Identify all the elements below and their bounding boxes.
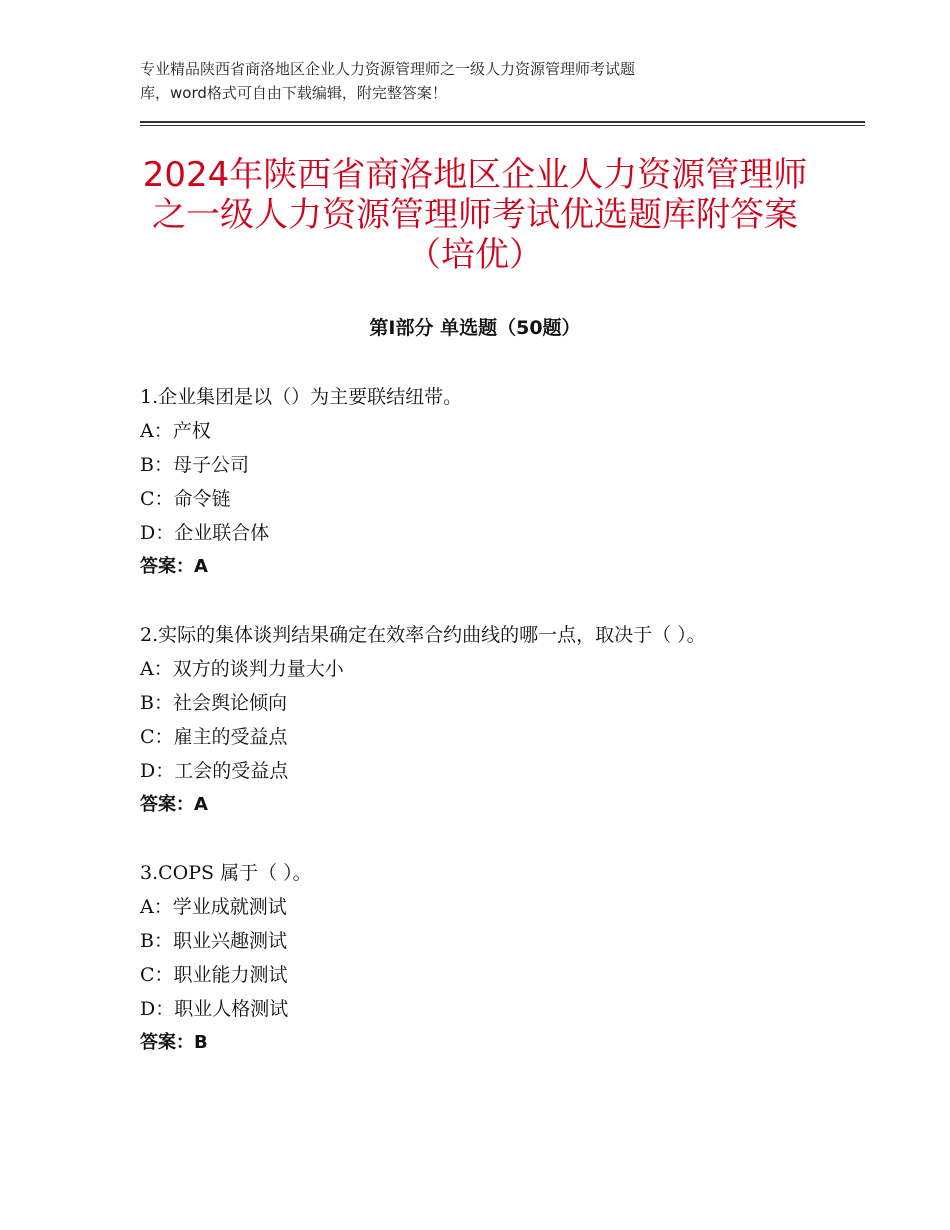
option-a: A：学业成就测试 xyxy=(140,896,287,918)
title-line-3: （培优） xyxy=(407,235,543,275)
header-divider xyxy=(140,121,865,126)
document-title xyxy=(100,155,850,275)
header-note-line-2: 库，word格式可自由下载编辑，附完整答案！ xyxy=(140,84,447,102)
option-d: D：企业联合体 xyxy=(140,522,270,544)
question-stem: 2.实际的集体谈判结果确定在效率合约曲线的哪一点，取决于（ ）。 xyxy=(140,624,706,646)
question-2 xyxy=(140,618,840,822)
option-b: B：母子公司 xyxy=(140,454,249,476)
question-stem: 3.COPS 属于（ ）。 xyxy=(140,862,312,884)
question-1 xyxy=(140,380,840,584)
option-b: B：职业兴趣测试 xyxy=(140,930,287,952)
title-line-2: 之一级人力资源管理师考试优选题库附答案 xyxy=(152,195,798,235)
answer: 答案：A xyxy=(140,556,208,577)
option-d: D：职业人格测试 xyxy=(140,998,289,1020)
title-line-1: 2024年陕西省商洛地区企业人力资源管理师 xyxy=(142,155,808,195)
option-c: C：雇主的受益点 xyxy=(140,726,288,748)
option-d: D：工会的受益点 xyxy=(140,760,289,782)
question-list xyxy=(140,380,840,1094)
answer: 答案：B xyxy=(140,1032,208,1053)
question-stem: 1.企业集团是以（）为主要联结纽带。 xyxy=(140,386,463,408)
option-a: A：产权 xyxy=(140,420,211,442)
header-note xyxy=(140,57,780,105)
question-3 xyxy=(140,856,840,1060)
section-heading: 第Ⅰ部分 单选题（50题） xyxy=(369,317,581,339)
header-note-line-1: 专业精品陕西省商洛地区企业人力资源管理师之一级人力资源管理师考试题 xyxy=(140,60,636,78)
option-c: C：命令链 xyxy=(140,488,231,510)
answer: 答案：A xyxy=(140,794,208,815)
option-b: B：社会舆论倾向 xyxy=(140,692,287,714)
option-c: C：职业能力测试 xyxy=(140,964,288,986)
option-a: A：双方的谈判力量大小 xyxy=(140,658,344,680)
